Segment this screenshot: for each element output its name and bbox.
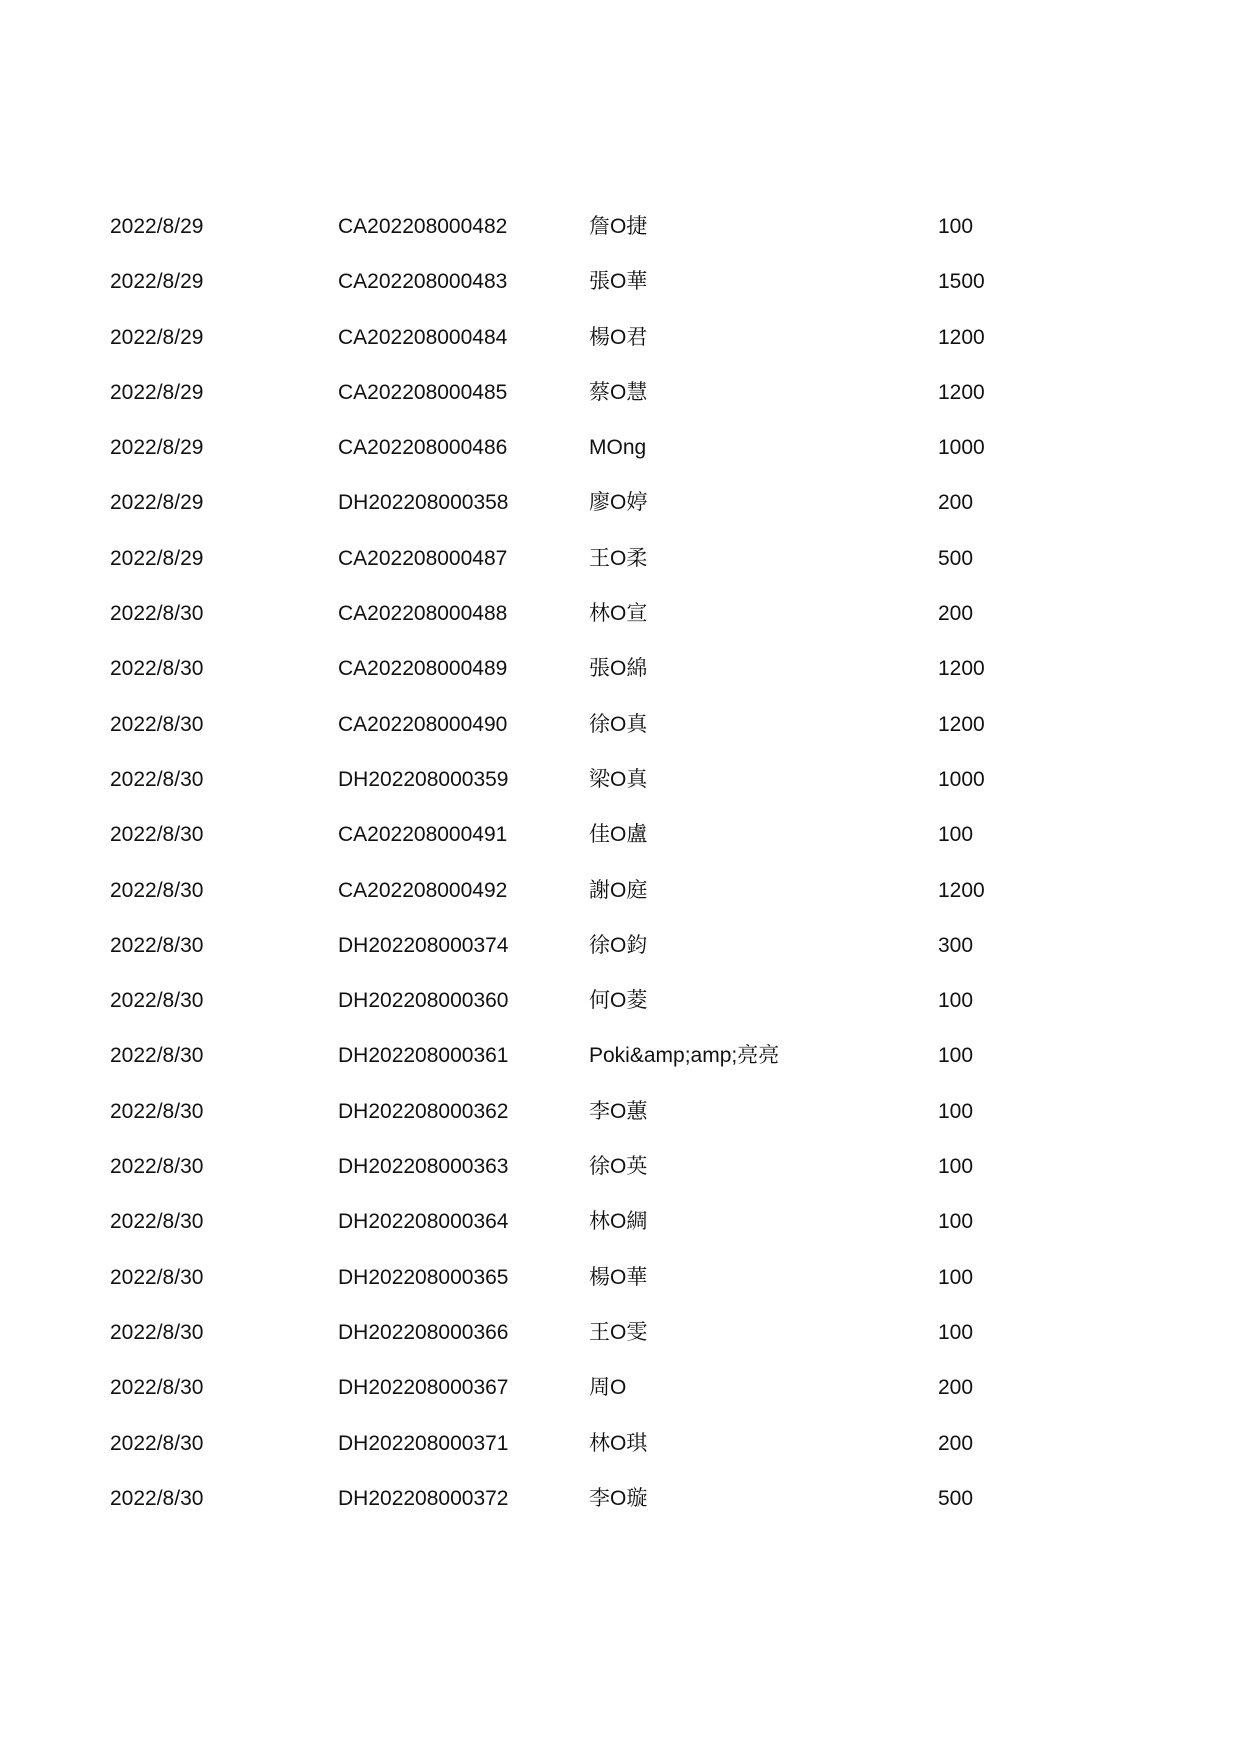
table-row	[110, 1265, 1110, 1320]
amount-cell: 100	[938, 1099, 974, 1123]
receipt-id-cell: CA202208000486	[338, 436, 508, 460]
table-row	[110, 656, 1110, 711]
date-cell: 2022/8/30	[110, 878, 204, 902]
donor-name-cell: 佳O盧	[589, 823, 648, 847]
amount-cell: 200	[938, 1431, 974, 1455]
date-cell: 2022/8/30	[110, 1044, 204, 1068]
receipt-id-cell: DH202208000361	[338, 1044, 509, 1068]
date-cell: 2022/8/30	[110, 1486, 204, 1510]
receipt-id-cell: CA202208000483	[338, 270, 508, 294]
receipt-id-cell: CA202208000484	[338, 325, 508, 349]
receipt-id-cell: CA202208000488	[338, 602, 508, 626]
table-row	[110, 878, 1110, 933]
amount-cell: 1200	[938, 380, 985, 404]
receipt-id-cell: CA202208000482	[338, 215, 508, 238]
date-cell: 2022/8/30	[110, 1210, 204, 1234]
amount-cell: 500	[938, 1486, 974, 1510]
amount-cell: 200	[938, 1376, 974, 1400]
donor-name-cell: 王O雯	[589, 1320, 648, 1344]
receipt-id-cell: CA202208000490	[338, 712, 508, 736]
date-cell: 2022/8/30	[110, 823, 204, 847]
amount-cell: 100	[938, 1265, 974, 1289]
table-row	[110, 1320, 1110, 1375]
receipt-id-cell: DH202208000362	[338, 1099, 509, 1123]
amount-cell: 200	[938, 491, 974, 515]
amount-cell: 100	[938, 1155, 974, 1179]
receipt-id-cell: DH202208000372	[338, 1486, 509, 1510]
receipt-id-cell: DH202208000371	[338, 1431, 509, 1455]
receipt-id-cell: DH202208000363	[338, 1155, 509, 1179]
amount-cell: 100	[938, 1210, 974, 1234]
table-row	[110, 1154, 1110, 1209]
donor-name-cell: Poki&amp;amp;亮亮	[589, 1044, 780, 1068]
amount-cell: 200	[938, 602, 974, 626]
receipt-id-cell: CA202208000487	[338, 546, 508, 570]
table-row	[110, 988, 1110, 1043]
donor-name-cell: 張O華	[589, 270, 648, 294]
table-row	[110, 1043, 1110, 1098]
receipt-id-cell: CA202208000485	[338, 380, 508, 404]
donor-name-cell: 謝O庭	[589, 878, 648, 902]
table-row	[110, 490, 1110, 545]
donor-name-cell: 詹O捷	[589, 215, 648, 238]
date-cell: 2022/8/30	[110, 1099, 204, 1123]
table-row	[110, 712, 1110, 767]
amount-cell: 500	[938, 546, 974, 570]
receipt-id-cell: DH202208000364	[338, 1210, 509, 1234]
table-row	[110, 1099, 1110, 1154]
amount-cell: 1000	[938, 436, 985, 460]
date-cell: 2022/8/29	[110, 270, 204, 294]
date-cell: 2022/8/30	[110, 1376, 204, 1400]
amount-cell: 1000	[938, 767, 985, 791]
amount-cell: 1200	[938, 878, 985, 902]
amount-cell: 1200	[938, 712, 985, 736]
donor-name-cell: 蔡O慧	[589, 380, 648, 404]
donor-name-cell: 林O琪	[589, 1431, 648, 1455]
date-cell: 2022/8/30	[110, 712, 204, 736]
date-cell: 2022/8/30	[110, 767, 204, 791]
date-cell: 2022/8/30	[110, 933, 204, 957]
date-cell: 2022/8/30	[110, 989, 204, 1013]
table-row	[110, 601, 1110, 656]
amount-cell: 1200	[938, 325, 985, 349]
amount-cell: 100	[938, 1320, 974, 1344]
receipt-id-cell: DH202208000358	[338, 491, 509, 515]
donor-name-cell: 王O柔	[589, 546, 648, 570]
donor-name-cell: 李O蕙	[589, 1099, 648, 1123]
amount-cell: 100	[938, 989, 974, 1013]
donor-name-cell: 梁O真	[589, 767, 648, 791]
date-cell: 2022/8/29	[110, 436, 204, 460]
table-row	[110, 1375, 1110, 1430]
table-row	[110, 1486, 1110, 1541]
donation-ledger	[110, 214, 1110, 1541]
date-cell: 2022/8/30	[110, 657, 204, 681]
donor-name-cell: 何O菱	[589, 989, 648, 1013]
table-row	[110, 1209, 1110, 1264]
receipt-id-cell: DH202208000359	[338, 767, 509, 791]
receipt-id-cell: CA202208000491	[338, 823, 508, 847]
donor-name-cell: 張O綿	[589, 657, 648, 681]
table-row	[110, 767, 1110, 822]
table-row	[110, 380, 1110, 435]
donor-name-cell: 林O綢	[589, 1210, 648, 1234]
donor-name-cell: 廖O婷	[589, 491, 648, 515]
receipt-id-cell: DH202208000374	[338, 933, 509, 957]
date-cell: 2022/8/29	[110, 215, 204, 238]
receipt-id-cell: DH202208000365	[338, 1265, 509, 1289]
donor-name-cell: 徐O真	[589, 712, 648, 736]
donor-name-cell: 楊O華	[589, 1265, 648, 1289]
receipt-id-cell: DH202208000366	[338, 1320, 509, 1344]
receipt-id-cell: CA202208000492	[338, 878, 508, 902]
donor-name-cell: 徐O鈞	[589, 933, 648, 957]
donor-name-cell: 林O宣	[589, 602, 648, 626]
date-cell: 2022/8/30	[110, 1265, 204, 1289]
donor-name-cell: 楊O君	[589, 325, 648, 349]
table-row	[110, 546, 1110, 601]
amount-cell: 1200	[938, 657, 985, 681]
donor-name-cell: 周O	[589, 1376, 627, 1400]
table-row	[110, 822, 1110, 877]
date-cell: 2022/8/29	[110, 546, 204, 570]
donor-name-cell: MOng	[589, 436, 647, 460]
table-row	[110, 214, 1110, 269]
table-row	[110, 933, 1110, 988]
donor-name-cell: 李O璇	[589, 1486, 648, 1510]
table-row	[110, 1431, 1110, 1486]
amount-cell: 300	[938, 933, 974, 957]
amount-cell: 100	[938, 1044, 974, 1068]
date-cell: 2022/8/30	[110, 1431, 204, 1455]
date-cell: 2022/8/29	[110, 325, 204, 349]
table-row	[110, 435, 1110, 490]
receipt-id-cell: CA202208000489	[338, 657, 508, 681]
amount-cell: 100	[938, 215, 974, 238]
date-cell: 2022/8/29	[110, 380, 204, 404]
date-cell: 2022/8/29	[110, 491, 204, 515]
date-cell: 2022/8/30	[110, 602, 204, 626]
date-cell: 2022/8/30	[110, 1320, 204, 1344]
donor-name-cell: 徐O英	[589, 1155, 648, 1179]
amount-cell: 1500	[938, 270, 985, 294]
table-row	[110, 325, 1110, 380]
receipt-id-cell: DH202208000367	[338, 1376, 509, 1400]
amount-cell: 100	[938, 823, 974, 847]
date-cell: 2022/8/30	[110, 1155, 204, 1179]
table-row	[110, 269, 1110, 324]
receipt-id-cell: DH202208000360	[338, 989, 509, 1013]
